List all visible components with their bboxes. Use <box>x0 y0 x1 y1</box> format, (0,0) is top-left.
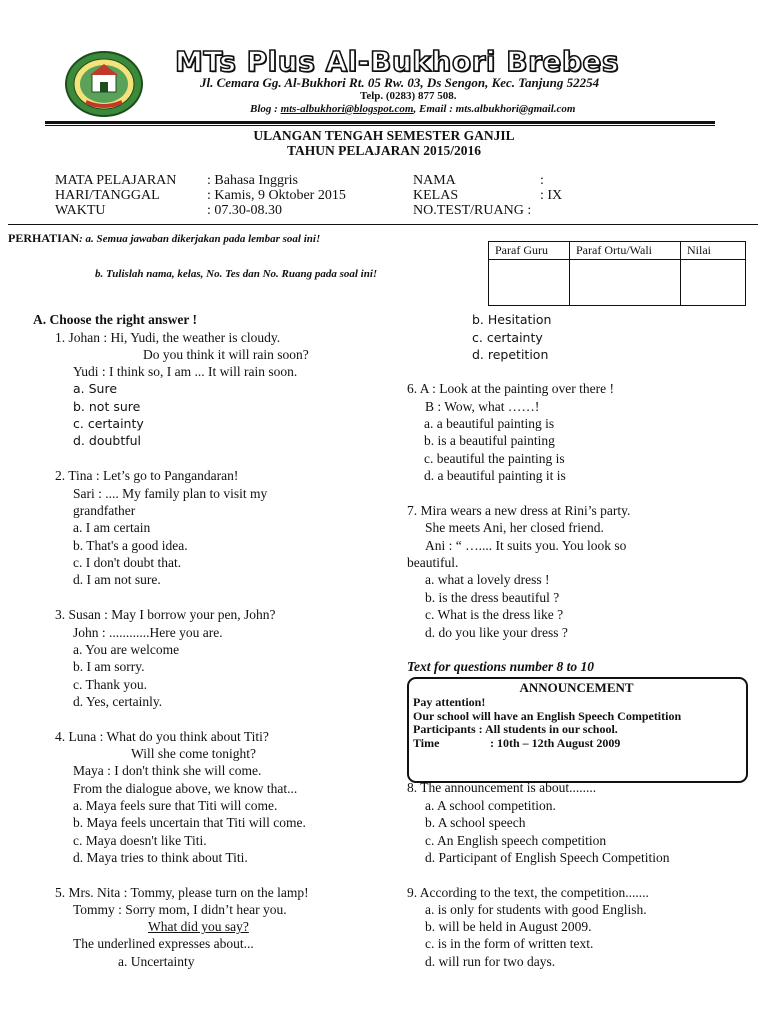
left-line: d. Maya tries to think about Titi. <box>73 850 248 865</box>
left-line: Do you think it will rain soon? <box>143 347 309 362</box>
left-line: grandfather <box>73 503 136 518</box>
notice-a: PERHATIAN: a. Semua jawaban dikerjakan pada lembar soal ini! <box>8 231 321 245</box>
label-hari: HARI/TANGGAL <box>55 188 160 203</box>
right-line: c. beautiful the painting is <box>424 451 565 466</box>
paraf-guru-header: Paraf Guru <box>489 242 570 260</box>
right-line: d. will run for two days. <box>425 954 556 969</box>
school-blog-email: Blog : mts-albukhori@blogspot.com, Email : mts.albukhori@gmail.com <box>250 103 576 115</box>
left-line: b. I am sorry. <box>73 659 145 674</box>
info-rule <box>8 224 758 225</box>
right-line: b. A school speech <box>425 815 526 830</box>
right-line: b. is the dress beautiful ? <box>425 590 560 605</box>
left-line: a. I am certain <box>73 520 151 535</box>
announcement-time-label: Time <box>413 736 440 750</box>
exam-year: TAHUN PELAJARAN 2015/2016 <box>286 143 481 158</box>
left-line: c. Maya doesn't like Titi. <box>73 833 207 848</box>
notice-b: b. Tulislah nama, kelas, No. Tes dan No. Ruang pada soal ini! <box>95 268 378 280</box>
exam-title: ULANGAN TENGAH SEMESTER GANJIL <box>253 128 515 143</box>
value-mapel: : Bahasa Inggris <box>207 173 298 188</box>
right-line: d. Participant of English Speech Competition <box>425 850 670 865</box>
left-line: c. certainty <box>73 416 144 431</box>
left-line: What did you say? <box>148 919 249 934</box>
right-line: d. a beautiful painting it is <box>424 468 566 483</box>
left-line: 2. Tina : Let’s go to Pangandaran! <box>55 468 239 483</box>
right-line: b. will be held in August 2009. <box>425 919 592 934</box>
left-line: Tommy : Sorry mom, I didn’t hear you. <box>73 902 287 917</box>
announcement-line-2: Our school will have an English Speech Competition <box>413 709 682 723</box>
right-line: a. A school competition. <box>425 798 556 813</box>
right-line: c. An English speech competition <box>425 833 607 848</box>
right-line: c. is in the form of written text. <box>425 936 594 951</box>
label-mapel: MATA PELAJARAN <box>55 173 177 188</box>
paraf-ortu-header: Paraf Ortu/Wali <box>570 242 681 260</box>
school-address: Jl. Cemara Gg. Al-Bukhori Rt. 05 Rw. 03, Ds Sengon, Kec. Tanjung 52254 <box>200 75 600 90</box>
announcement-line-1: Pay attention! <box>413 695 486 709</box>
right-line: Ani : “ ….... It suits you. You look so <box>425 538 627 553</box>
left-line: a. Maya feels sure that Titi will come. <box>73 798 278 813</box>
left-line: d. Yes, certainly. <box>73 694 163 709</box>
school-logo <box>64 50 144 118</box>
announcement-time-value: : 10th – 12th August 2009 <box>490 736 621 750</box>
left-line: b. That's a good idea. <box>73 538 188 553</box>
paraf-ortu-cell <box>570 260 681 306</box>
left-line: Sari : .... My family plan to visit my <box>73 486 268 501</box>
left-line: 3. Susan : May I borrow your pen, John? <box>55 607 276 622</box>
left-line: a. Uncertainty <box>118 954 195 969</box>
right-line: c. What is the dress like ? <box>425 607 564 622</box>
nilai-cell <box>681 260 746 306</box>
left-line: c. Thank you. <box>73 677 147 692</box>
right-line: a. a beautiful painting is <box>424 416 555 431</box>
right-line: a. is only for students with good English. <box>425 902 647 917</box>
right-line: b. Hesitation <box>472 312 552 327</box>
school-name: MTs Plus Al-Bukhori Brebes <box>175 45 620 78</box>
left-line: a. You are welcome <box>73 642 180 657</box>
section-a-title: A. Choose the right answer ! <box>33 312 197 327</box>
right-line: 6. A : Look at the painting over there ! <box>407 381 614 396</box>
value-hari: : Kamis, 9 Oktober 2015 <box>207 188 346 203</box>
right-line: beautiful. <box>407 555 459 570</box>
right-line: Text for questions number 8 to 10 <box>407 659 595 674</box>
label-notest: NO.TEST/RUANG : <box>413 203 532 218</box>
right-line: 7. Mira wears a new dress at Rini’s party. <box>407 503 631 518</box>
school-telp: Telp. (0283) 877 508. <box>360 90 457 102</box>
left-line: John : ............Here you are. <box>73 625 223 640</box>
left-line: c. I don't doubt that. <box>73 555 182 570</box>
left-line: 4. Luna : What do you think about Titi? <box>55 729 269 744</box>
value-nama: : <box>540 173 544 188</box>
announcement-line-3: Participants : All students in our school. <box>413 722 618 736</box>
right-line: a. what a lovely dress ! <box>425 572 550 587</box>
left-line: The underlined expresses about... <box>73 936 254 951</box>
label-waktu: WAKTU <box>55 203 106 218</box>
right-line: 9. According to the text, the competition....... <box>407 885 649 900</box>
label-nama: NAMA <box>413 173 456 188</box>
nilai-header: Nilai <box>681 242 746 260</box>
left-line: From the dialogue above, we know that... <box>73 781 298 796</box>
left-line: d. doubtful <box>73 433 142 448</box>
left-line: 1. Johan : Hi, Yudi, the weather is cloudy. <box>55 330 281 345</box>
right-line: She meets Ani, her closed friend. <box>425 520 604 535</box>
label-kelas: KELAS <box>413 188 459 203</box>
right-line: c. certainty <box>472 330 543 345</box>
header-rule-thin <box>45 125 715 126</box>
left-line: b. Maya feels uncertain that Titi will come. <box>73 815 306 830</box>
right-line: B : Wow, what ……! <box>425 399 540 414</box>
header-rule <box>45 121 715 124</box>
right-line: 8. The announcement is about........ <box>407 780 597 795</box>
value-waktu: : 07.30-08.30 <box>207 203 283 218</box>
value-kelas: : IX <box>540 188 563 203</box>
blog-link[interactable]: mts-albukhori@blogspot.com <box>280 103 414 115</box>
left-line: Maya : I don't think she will come. <box>73 763 262 778</box>
left-line: 5. Mrs. Nita : Tommy, please turn on the lamp! <box>55 885 309 900</box>
paraf-table <box>488 241 746 306</box>
left-line: Yudi : I think so, I am ... It will rain soon. <box>73 364 298 379</box>
paraf-guru-cell <box>489 260 570 306</box>
left-line: d. I am not sure. <box>73 572 161 587</box>
left-line: a. Sure <box>73 381 118 396</box>
announcement-title: ANNOUNCEMENT <box>519 680 634 695</box>
right-line: d. do you like your dress ? <box>425 625 568 640</box>
left-line: b. not sure <box>73 399 141 414</box>
right-line: b. is a beautiful painting <box>424 433 555 448</box>
left-line: Will she come tonight? <box>131 746 257 761</box>
right-line: d. repetition <box>472 347 549 362</box>
